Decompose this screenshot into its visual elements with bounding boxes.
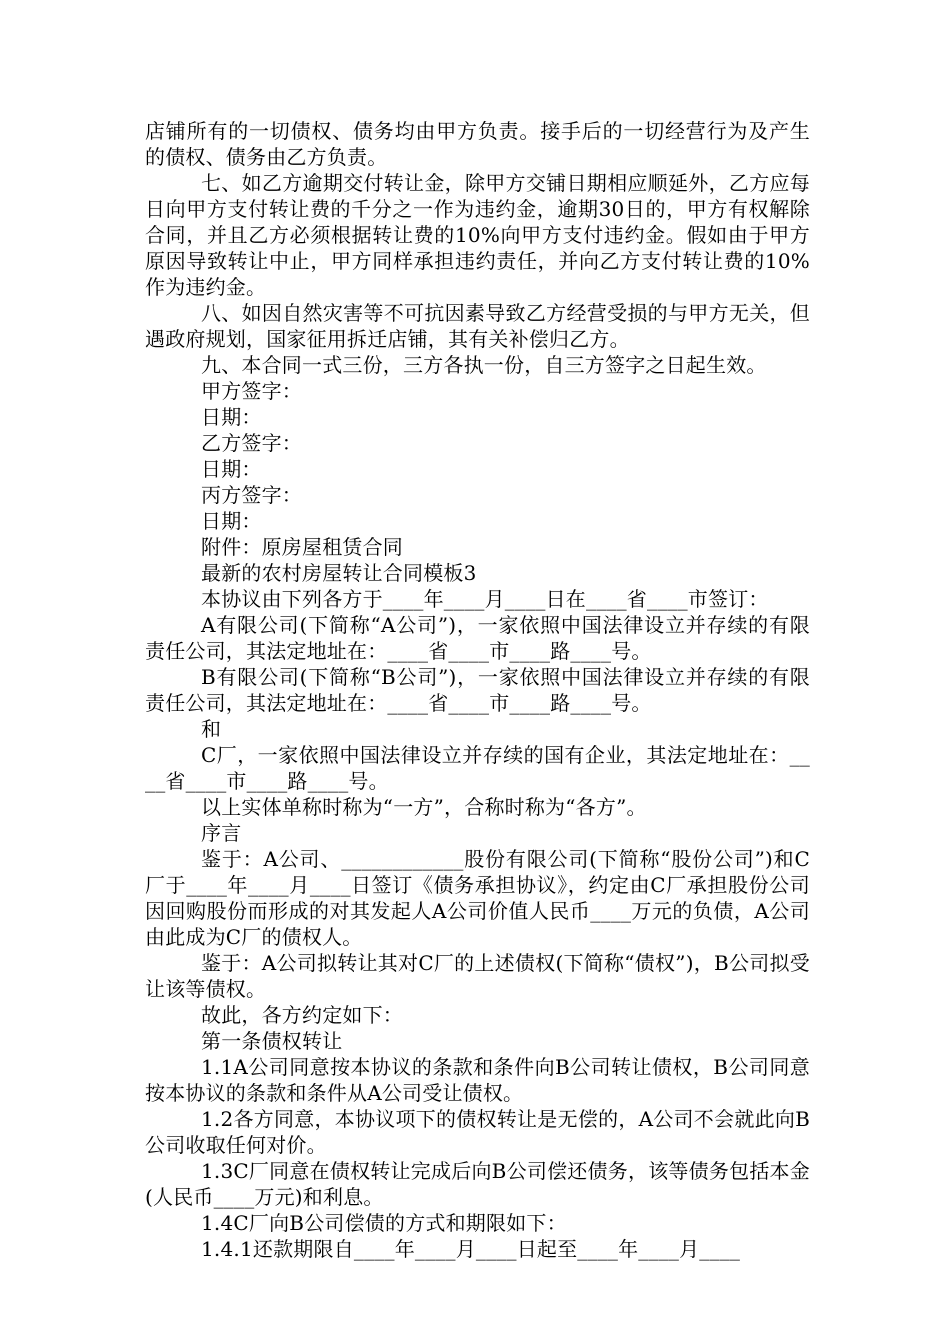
paragraph: 店铺所有的一切债权、债务均由甲方负责。接手后的一切经营行为及产生的债权、债务由乙方负责。 (145, 119, 810, 169)
preamble-heading: 序言 (201, 821, 242, 845)
clause-1-4-1: 1.4.1还款期限自____年____月____日起至____年____月____ (201, 1237, 741, 1261)
recital-1: 鉴于：A公司、____________股份有限公司(下简称“股份公司”)和C厂于____年____月____日签订《债务承担协议》，约定由C厂承担股份公司因回购股份而形成的对其发起人A公司价值人民币____万元的负债，A公司由此成为C厂的债权人。 (145, 847, 810, 949)
paragraph: 以上实体单称时称为“一方”，合称时称为“各方”。 (201, 795, 647, 819)
date-line: 日期： (201, 405, 262, 429)
attachment-line: 附件：原房屋租赁合同 (201, 535, 403, 559)
clause-1-1: 1.1A公司同意按本协议的条款和条件向B公司转让债权，B公司同意按本协议的条款和条件从A公司受让债权。 (145, 1055, 810, 1105)
document-body (145, 118, 810, 1262)
date-line: 日期： (201, 457, 262, 481)
clause-1-4: 1.4C厂向B公司偿债的方式和期限如下： (201, 1211, 567, 1235)
party-c-description: C厂，一家依照中国法律设立并存续的国有企业，其法定地址在：____省____市____路____号。 (145, 743, 810, 793)
clause-7: 七、如乙方逾期交付转让金，除甲方交铺日期相应顺延外，乙方应每日向甲方支付转让费的千分之一作为违约金，逾期30日的，甲方有权解除合同，并且乙方必须根据转让费的10%向甲方支付违约金。假如由于甲方原因导致转让中止，甲方同样承担违约责任，并向乙方支付转让费的10%作为违约金。 (145, 171, 810, 299)
clause-8: 八、如因自然灾害等不可抗因素导致乙方经营受损的与甲方无关，但遇政府规划，国家征用拆迁店铺，其有关补偿归乙方。 (145, 301, 810, 351)
section-heading: 最新的农村房屋转让合同模板3 (201, 561, 477, 585)
conjunction-line: 和 (201, 717, 222, 741)
party-b-description: B有限公司(下简称“B公司”)，一家依照中国法律设立并存续的有限责任公司，其法定地址在：____省____市____路____号。 (145, 665, 810, 715)
clause-1-3: 1.3C厂同意在债权转让完成后向B公司偿还债务，该等债务包括本金(人民币____万元)和利息。 (145, 1159, 810, 1209)
paragraph: 故此，各方约定如下： (201, 1003, 403, 1027)
party-a-description: A有限公司(下简称“A公司”)，一家依照中国法律设立并存续的有限责任公司，其法定地址在：____省____市____路____号。 (145, 613, 810, 663)
party-c-signature-line: 丙方签字： (201, 483, 302, 507)
clause-9: 九、本合同一式三份，三方各执一份，自三方签字之日起生效。 (201, 353, 767, 377)
party-a-signature-line: 甲方签字： (201, 379, 302, 403)
article-1-heading: 第一条债权转让 (201, 1029, 343, 1053)
paragraph: 本协议由下列各方于____年____月____日在____省____市签订： (201, 587, 769, 611)
clause-1-2: 1.2各方同意，本协议项下的债权转让是无偿的，A公司不会就此向B公司收取任何对价。 (145, 1107, 810, 1157)
party-b-signature-line: 乙方签字： (201, 431, 302, 455)
date-line: 日期： (201, 509, 262, 533)
recital-2: 鉴于：A公司拟转让其对C厂的上述债权(下简称“债权”)，B公司拟受让该等债权。 (145, 951, 810, 1001)
